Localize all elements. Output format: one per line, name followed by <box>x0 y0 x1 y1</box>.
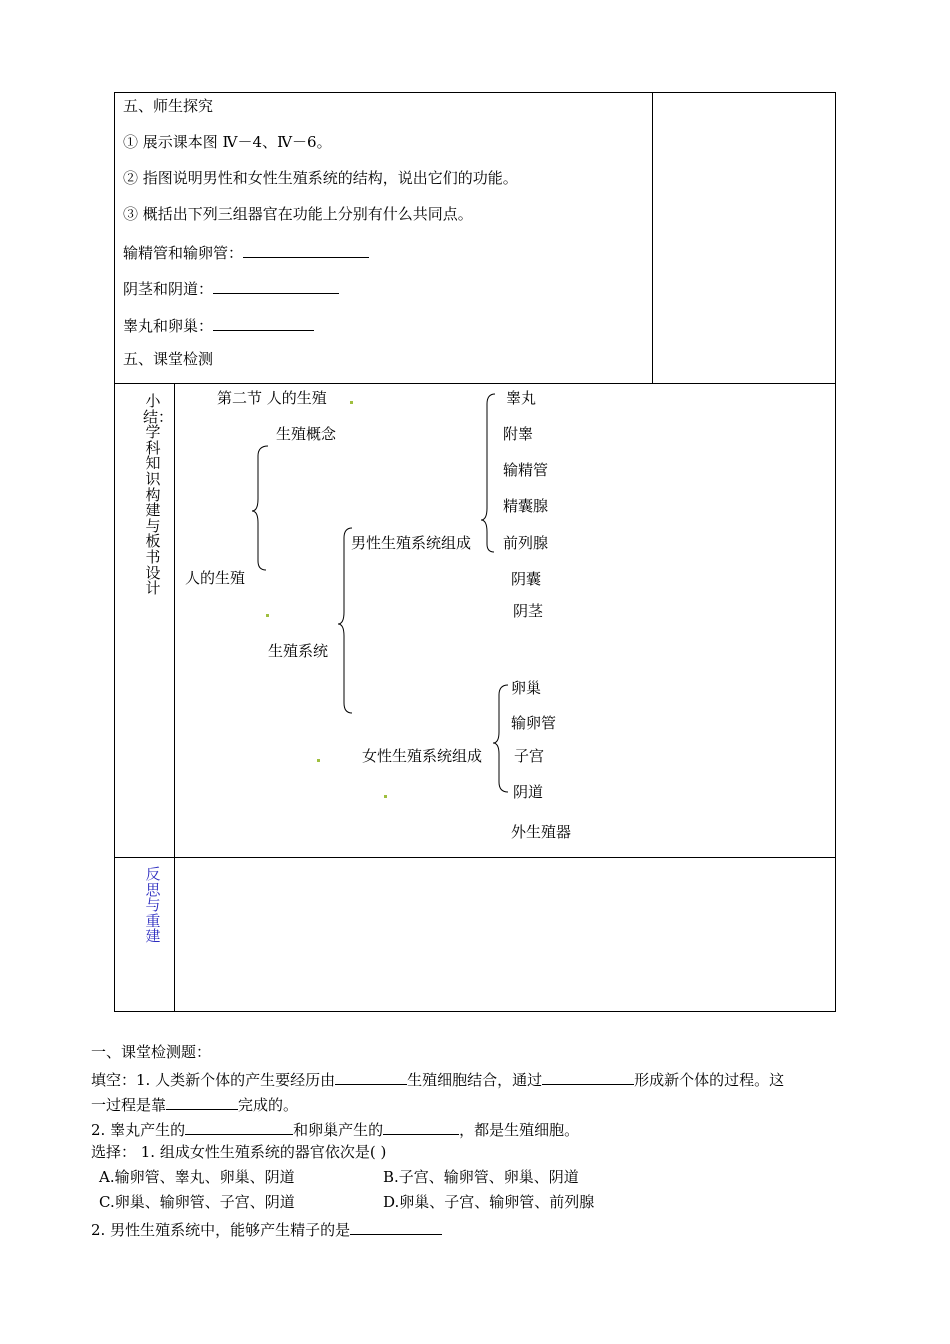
text: 2. 男性生殖系统中，能够产生精子的是 <box>91 1221 351 1239</box>
male-organ: 精囊腺 <box>503 497 549 515</box>
brace-female <box>493 685 508 792</box>
text: ，都是生殖细胞。 <box>459 1121 580 1139</box>
option-b[interactable]: B.子宫、输卵管、卵巢、阴道 <box>383 1168 579 1186</box>
male-organ: 前列腺 <box>503 534 549 552</box>
fill-question-2 <box>91 1118 579 1139</box>
exercise-title: 一、课堂检测题： <box>91 1043 212 1061</box>
inquiry-item-2: ② 指图说明男性和女性生殖系统的结构，说出它们的功能。 <box>123 169 518 187</box>
pair-label: 输精管和输卵管： <box>123 244 244 262</box>
option-a[interactable]: A.输卵管、睾丸、卵巢、阴道 <box>99 1168 295 1186</box>
text: 2. 睾丸产生的 <box>91 1121 186 1139</box>
fill-question-1-cont <box>91 1093 298 1114</box>
inquiry-item-3: ③ 概括出下列三组器官在功能上分别有什么共同点。 <box>123 205 473 223</box>
stray-mark <box>350 401 353 404</box>
male-organ: 阴囊 <box>511 570 542 588</box>
male-organ: 阴茎 <box>513 602 544 620</box>
reflection-side-label: 反思与重建 <box>145 865 161 946</box>
answer-blank[interactable] <box>335 1068 407 1085</box>
pair-label: 睾丸和卵巢： <box>123 317 214 335</box>
choice-question-2 <box>91 1218 442 1239</box>
brace-system <box>338 528 352 713</box>
section-title: 第二节 人的生殖 <box>217 389 327 407</box>
inquiry-heading: 五、师生探究 <box>123 97 214 115</box>
system-node: 生殖系统 <box>268 642 329 660</box>
root-node: 人的生殖 <box>185 569 246 587</box>
brace-root <box>252 446 268 570</box>
pair-label: 阴茎和阴道： <box>123 280 214 298</box>
female-node: 女性生殖系统组成 <box>362 747 483 765</box>
male-organ: 睾丸 <box>506 389 537 407</box>
stray-mark <box>384 795 387 798</box>
male-organ: 附睾 <box>503 425 534 443</box>
stray-mark <box>266 614 269 617</box>
female-organ: 输卵管 <box>511 714 557 732</box>
answer-blank[interactable] <box>185 1118 293 1135</box>
female-organ: 外生殖器 <box>511 823 572 841</box>
inquiry-item-1: ① 展示课本图 Ⅳ－4、Ⅳ－6。 <box>123 133 332 151</box>
option-d[interactable]: D.卵巢、子宫、输卵管、前列腺 <box>383 1193 595 1211</box>
stray-mark <box>317 759 320 762</box>
option-c[interactable]: C.卵巢、输卵管、子宫、阴道 <box>99 1193 295 1211</box>
fill-question-1 <box>91 1068 784 1089</box>
text: 形成新个体的过程。这 <box>634 1071 785 1089</box>
female-organ: 子宫 <box>514 747 545 765</box>
answer-blank[interactable] <box>383 1118 459 1135</box>
choice-question-1: 选择： 1. 组成女性生殖系统的器官依次是( ) <box>91 1143 387 1161</box>
text: 一过程是靠 <box>91 1096 167 1114</box>
text: 填空：1. 人类新个体的产生要经历由 <box>91 1071 336 1089</box>
concept-node: 生殖概念 <box>276 425 337 443</box>
answer-blank[interactable] <box>350 1218 442 1235</box>
answer-blank[interactable] <box>166 1093 238 1110</box>
check-heading: 五、课堂检测 <box>123 350 214 368</box>
female-organ: 阴道 <box>513 783 544 801</box>
answer-blank[interactable] <box>542 1068 634 1085</box>
male-organ: 输精管 <box>503 461 549 479</box>
female-organ: 卵巢 <box>511 679 542 697</box>
text: 生殖细胞结合，通过 <box>407 1071 543 1089</box>
summary-side-label: 小结：学科知识构建与板书设计 <box>143 392 174 598</box>
brace-male <box>481 394 495 552</box>
male-node: 男性生殖系统组成 <box>351 534 472 552</box>
text: 和卵巢产生的 <box>293 1121 384 1139</box>
text: 完成的。 <box>238 1096 299 1114</box>
